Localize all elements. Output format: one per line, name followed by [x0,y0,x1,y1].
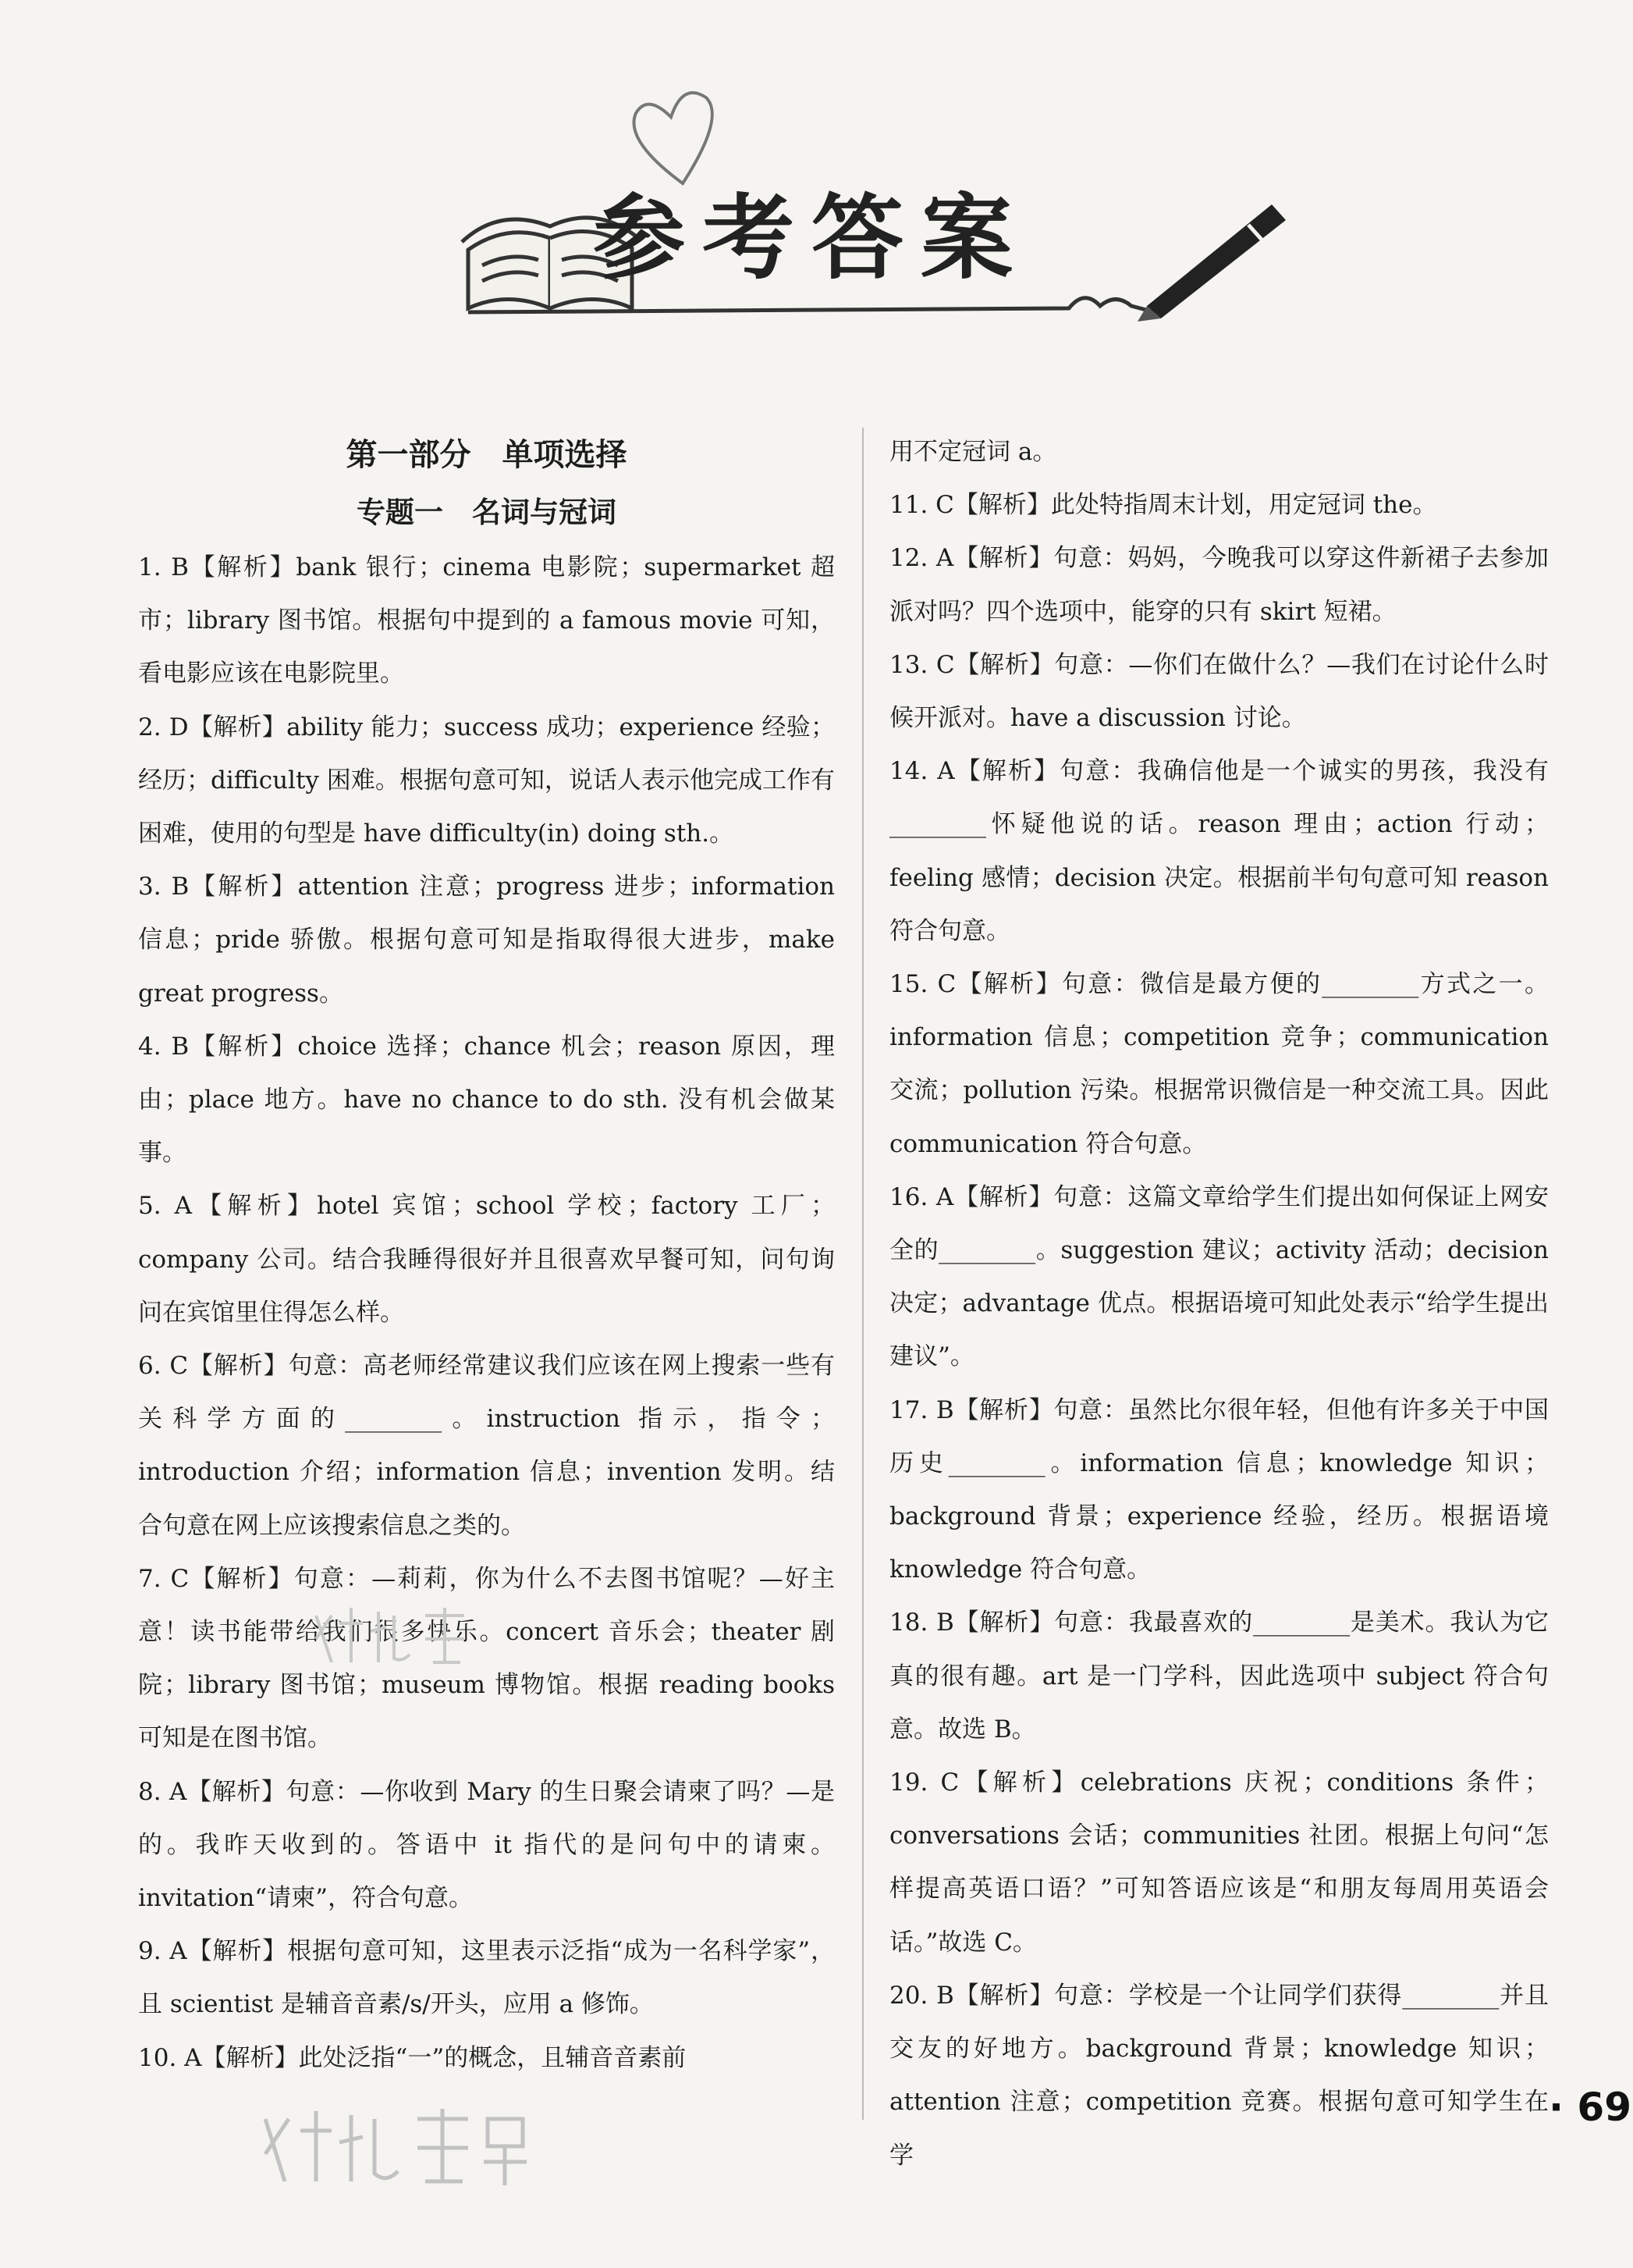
answer-item: 8. A【解析】句意：—你收到 Mary 的生日聚会请柬了吗？—是的。我昨天收到的。答语中 it 指代的是问句中的请柬。invitation“请柬”，符合句意。 [138,1777,835,1913]
answer-item: 15. C【解析】句意：微信是最方便的________方式之一。information 信息；competition 竞争；communication 交流；pollution 污染。根据常识微信是一种交流工具。因此 communication 符合句意。 [889,970,1549,1158]
page-number: · 69 [1549,2085,1631,2130]
answer-item: 12. A【解析】句意：妈妈，今晚我可以穿这件新裙子去参加派对吗？四个选项中，能穿的只有 skirt 短裙。 [889,544,1549,626]
answer-item: 17. B【解析】句意：虽然比尔很年轻，但他有许多关于中国历史________。information 信息；knowledge 知识；background 背景；experience 经验，经历。根据语境 knowledge 符合句意。 [889,1395,1549,1584]
answer-item: 1. B【解析】bank 银行；cinema 电影院；supermarket 超市；library 图书馆。根据句中提到的 a famous movie 可知，看电影应该在电影院里。 [138,553,835,688]
answer-item: 19. C【解析】celebrations 庆祝；conditions 条件；conversations 会话；communities 社团。根据上句问“怎样提高英语口语？”可知答语应该是“和朋友每周用英语会话。”故选 C。 [889,1769,1549,1957]
answer-item: 2. D【解析】ability 能力；success 成功；experience 经验；经历；difficulty 困难。根据句意可知，说话人表示他完成工作有困难，使用的句型是 have difficulty(in) doing sth.。 [138,713,835,848]
answer-item: 20. B【解析】句意：学校是一个让同学们获得________并且交友的好地方。background 背景；knowledge 知识；attention 注意；competition 竞赛。根据句意可知学生在学 [889,1981,1549,2170]
page-title: 参考答案 [593,184,1031,292]
watermark [308,1600,488,1670]
column-divider [862,428,864,2120]
answer-item: 13. C【解析】句意：—你们在做什么？—我们在讨论什么时候开派对。have a discussion 讨论。 [889,650,1549,733]
answer-item: 5. A【解析】hotel 宾馆；school 学校；factory 工厂；company 公司。结合我睡得很好并且很喜欢早餐可知，问句询问在宾馆里住得怎么样。 [138,1192,835,1327]
answer-item: 14. A【解析】句意：我确信他是一个诚实的男孩，我没有________怀疑他说的话。reason 理由；action 行动；feeling 感情；decision 决定。根据前半句句意可知 reason 符合句意。 [889,757,1549,945]
answer-item: 7. C【解析】句意：—莉莉，你为什么不去图书馆呢？—好主意！读书能带给我们很多快乐。concert 音乐会；theater 剧院；library 图书馆；museum 博物馆。根据 reading books 可知是在图书馆。 [138,1564,835,1753]
answer-item: 4. B【解析】choice 选择；chance 机会；reason 原因，理由；place 地方。have no chance to do sth. 没有机会做某事。 [138,1032,835,1168]
answer-item: 6. C【解析】句意：高老师经常建议我们应该在网上搜索一些有关科学方面的________。instruction 指示，指令；introduction 介绍；information 信息；invention 发明。结合句意在网上应该搜索信息之类的。 [138,1352,835,1540]
answer-item: 3. B【解析】attention 注意；progress 进步；information 信息；pride 骄傲。根据句意可知是指取得很大进步，make great progress。 [138,873,835,1008]
watermark [254,2099,534,2193]
section-title: 第一部分 单项选择 [346,437,627,473]
answer-item: 18. B【解析】句意：我最喜欢的________是美术。我认为它真的很有趣。art 是一门学科，因此选项中 subject 符合句意。故选 B。 [889,1609,1549,1744]
heart-seal [634,93,712,183]
answer-item: 10. A【解析】此处泛指“一”的概念，且辅音音素前 [138,2043,687,2072]
right-column [889,425,1549,2182]
answer-item: 9. A【解析】根据句意可知，这里表示泛指“成为一名科学家”，且 scientist 是辅音音素/s/开头，应用 a 修饰。 [138,1937,835,2019]
answer-item: 16. A【解析】句意：这篇文章给学生们提出如何保证上网安全的________。suggestion 建议；activity 活动；decision 决定；advantage 优点。根据语境可知此处表示“给学生提出建议”。 [889,1182,1549,1371]
answer-item: 用不定冠词 a。 [889,438,1057,466]
page-header [0,0,1633,359]
answer-item: 11. C【解析】此处特指周末计划，用定冠词 the。 [889,491,1437,520]
pen-icon [1138,204,1286,322]
topic-title: 专题一 名词与冠词 [357,496,616,529]
left-column [138,425,835,2085]
